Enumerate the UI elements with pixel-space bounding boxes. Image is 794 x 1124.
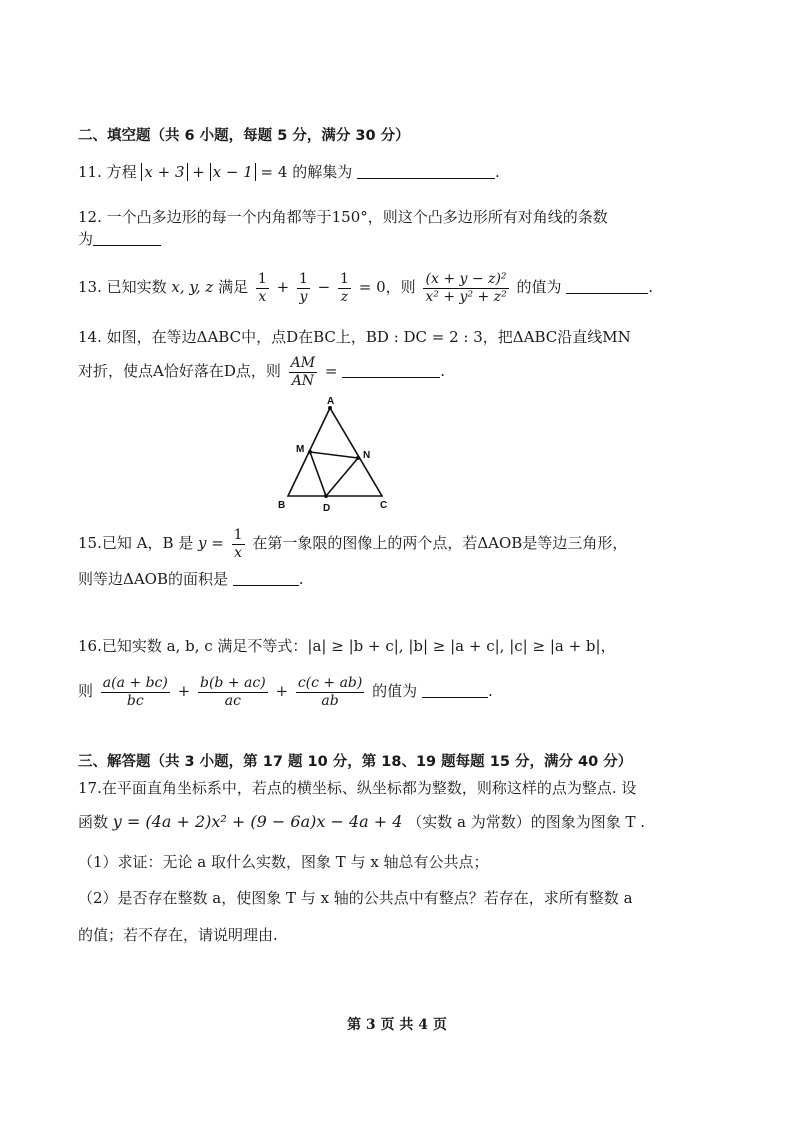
segment-md <box>310 452 326 496</box>
q13-frac-1-num: 1 <box>257 270 267 287</box>
q11-abs-a: x + 3 <box>141 163 187 181</box>
label-b: B <box>278 500 286 511</box>
q13-prefix: 13. 已知实数 <box>78 278 167 296</box>
q16-op-1: + <box>177 682 191 700</box>
q13-suffix: 的值为 <box>516 278 562 296</box>
question-17-part-2-line-2: 的值；若不存在，请说明理由. <box>78 926 278 944</box>
question-16-line-2 <box>78 670 694 714</box>
point-m <box>308 450 312 454</box>
q16-frac-2-den: ac <box>224 692 241 709</box>
q17-line2-suffix: （实数 a 为常数）的图象为图象 T . <box>407 813 646 831</box>
q16-op-2: + <box>275 682 289 700</box>
q13-frac-2 <box>297 271 310 306</box>
q16-frac-2-num: b(b + ac) <box>200 674 266 691</box>
question-16-line-1: 16.已知实数 a, b, c 满足不等式：|a| ≥ |b + c|, |b| ≥ |a + c|, |c| ≥ |a + b|， <box>78 637 616 655</box>
q11-equals: = 4 <box>260 163 288 181</box>
q16-frac-1-den: bc <box>126 692 144 709</box>
q15-prefix: 15.已知 A，B 是 <box>78 534 194 552</box>
q13-frac-2-den: y <box>299 288 308 305</box>
q13-op-1: + <box>276 278 290 296</box>
q14-frac-den: AN <box>291 372 315 389</box>
section-2-title: 二、填空题（共 6 小题，每题 5 分，满分 30 分） <box>78 128 410 144</box>
q11-abs-b: x − 1 <box>210 163 256 181</box>
label-n: N <box>363 450 371 461</box>
q11-end: . <box>495 163 500 181</box>
q15-end: . <box>298 570 304 588</box>
q11-suffix: 的解集为 <box>292 163 353 181</box>
fold-line-mn <box>310 452 358 458</box>
q13-mid: 满足 <box>218 278 249 296</box>
q16-end: . <box>487 682 493 700</box>
triangle-figure <box>270 396 400 518</box>
q14-frac-num: AM <box>290 354 316 371</box>
q15-func-lhs: y = <box>198 534 224 552</box>
q16-frac-2 <box>198 675 268 710</box>
q12-line2-prefix: 为 <box>78 230 94 248</box>
q14-end: . <box>440 362 446 380</box>
q16-line2-prefix: 则 <box>78 682 94 700</box>
segment-nd <box>326 458 358 496</box>
section-3-title: 三、解答题（共 3 小题，第 17 题 10 分，第 18、19 题每题 15 分，满分 40 分） <box>78 754 633 770</box>
q13-op-2: − <box>317 278 331 296</box>
q16-frac-1-num: a(a + bc) <box>102 674 168 691</box>
q11-answer-blank[interactable] <box>357 162 495 179</box>
q13-frac-1-den: x <box>258 288 267 305</box>
question-15-line-1 <box>78 524 694 564</box>
q16-frac-3-num: c(c + ab) <box>297 674 363 691</box>
q17-line2-prefix: 函数 <box>78 813 109 831</box>
page-number-footer: 第 3 页 共 4 页 <box>347 1017 447 1033</box>
q15-rest: 在第一象限的图像上的两个点，若ΔAOB是等边三角形， <box>252 534 628 552</box>
point-d <box>324 494 328 498</box>
question-17-line-2 <box>78 812 694 832</box>
question-17-part-1: （1）求证：无论 a 取什么实数，图象 T 与 x 轴总有公共点； <box>78 853 489 871</box>
q13-vars: x, y, z <box>171 278 214 296</box>
q15-frac-den: x <box>234 544 243 561</box>
q13-frac-4-num: (x + y − z)² <box>423 271 508 289</box>
q17-function: y = (4a + 2)x² + (9 − 6a)x − 4a + 4 <box>112 812 403 831</box>
q15-frac-num: 1 <box>233 526 243 543</box>
q16-frac-1 <box>101 675 170 710</box>
question-17-part-2-line-1: （2）是否存在整数 a，使图象 T 与 x 轴的公共点中有整点？若存在，求所有整数 a <box>78 889 633 907</box>
question-12-line-2 <box>78 229 694 249</box>
question-15-line-2 <box>78 569 694 589</box>
q13-frac-4-den: x² + y² + z² <box>425 288 507 305</box>
question-14-line-1: 14. 如图，在等边ΔABC中，点D在BC上，BD : DC = 2 : 3，把ΔABC沿直线MN <box>78 328 631 346</box>
q12-answer-blank[interactable] <box>93 229 161 246</box>
q14-eq: = <box>324 362 338 380</box>
q13-eq0: = 0，则 <box>358 278 416 296</box>
q11-plus: + <box>192 163 205 181</box>
q15-frac <box>232 527 245 562</box>
label-d: D <box>323 503 331 514</box>
q16-frac-3-den: ab <box>321 692 339 709</box>
question-14-line-2 <box>78 352 694 392</box>
q13-frac-3 <box>338 271 351 306</box>
question-11 <box>78 162 694 182</box>
q15-line2: 则等边ΔAOB的面积是 <box>78 570 228 588</box>
q11-prefix: 11. 方程 <box>78 163 137 181</box>
q16-answer-blank[interactable] <box>422 681 488 698</box>
label-a: A <box>327 396 335 407</box>
point-n <box>356 456 360 460</box>
label-m: M <box>296 444 305 455</box>
q14-frac <box>289 355 317 390</box>
q13-frac-3-den: z <box>340 288 349 305</box>
q15-answer-blank[interactable] <box>233 569 299 586</box>
q13-frac-3-num: 1 <box>340 270 349 287</box>
q14-line2-prefix: 对折，使点A恰好落在D点，则 <box>78 362 281 380</box>
q16-frac-3 <box>296 675 365 710</box>
q13-frac-1 <box>256 271 269 306</box>
q16-suffix: 的值为 <box>372 682 418 700</box>
q13-answer-blank[interactable] <box>566 277 648 294</box>
question-12-line-1: 12. 一个凸多边形的每一个内角都等于150°，则这个凸多边形所有对角线的条数 <box>78 208 608 226</box>
q13-frac-4 <box>423 271 508 306</box>
q14-answer-blank[interactable] <box>342 361 440 378</box>
question-17-line-1: 17.在平面直角坐标系中，若点的横坐标、纵坐标都为整数，则称这样的点为整点. 设 <box>78 779 637 797</box>
label-c: C <box>380 500 388 511</box>
q13-end: . <box>648 278 654 296</box>
q13-frac-2-num: 1 <box>298 270 308 287</box>
question-13 <box>78 268 694 308</box>
